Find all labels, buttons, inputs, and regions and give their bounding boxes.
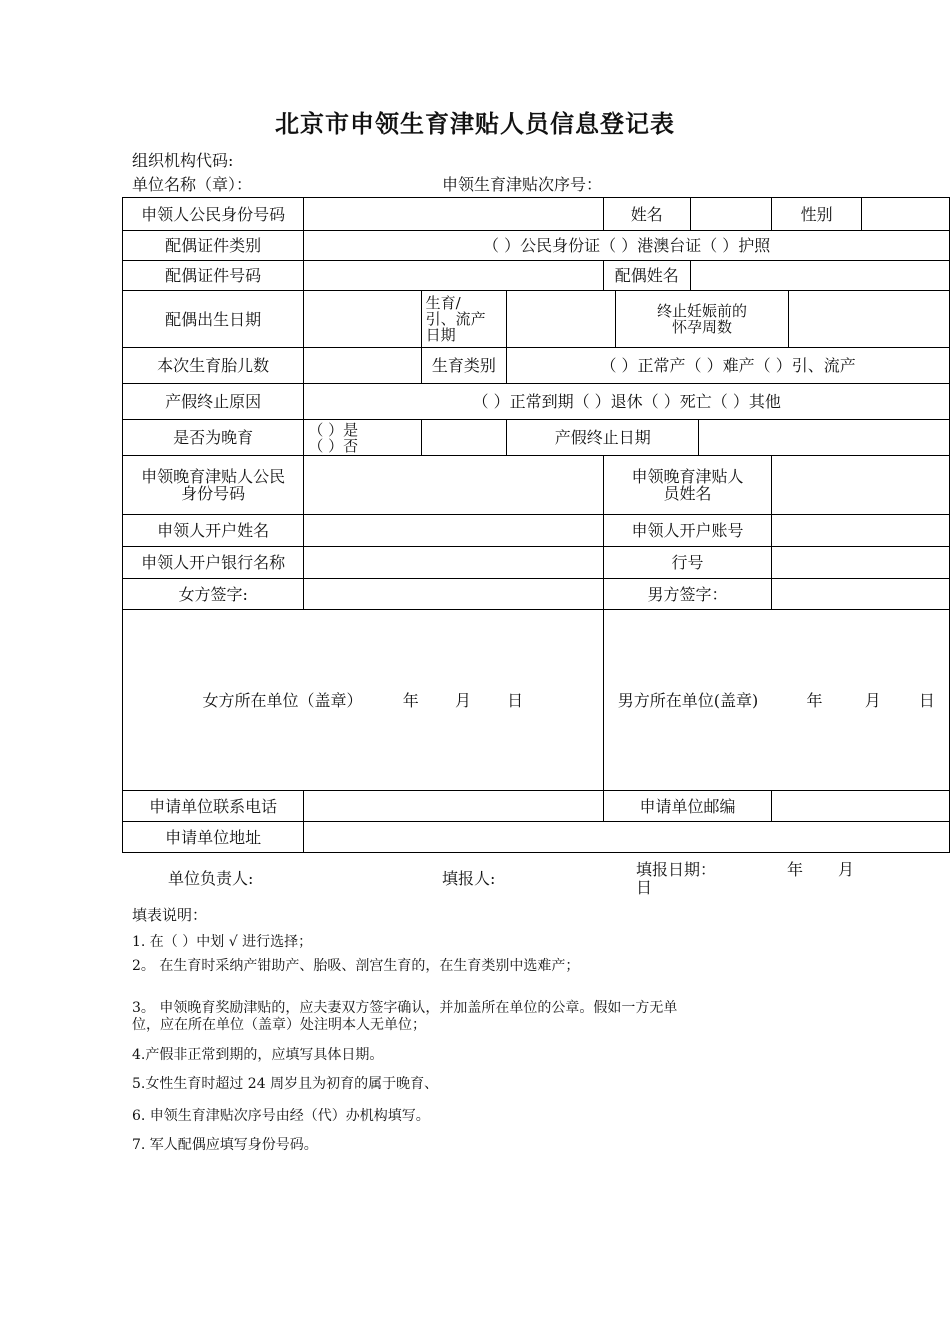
note-item-5: 5.女性生育时超过 24 周岁且为初育的属于晚育、 bbox=[132, 1076, 439, 1092]
female-unit-year: 年 bbox=[402, 690, 419, 710]
late-birth-options[interactable] bbox=[304, 420, 421, 456]
birth-date-label-line3: 日期 bbox=[425, 326, 456, 344]
note-item-6: 6. 申领生育津贴次序号由经（代）办机构填写。 bbox=[132, 1108, 430, 1124]
spouse-doc-type-options[interactable]: （ ）公民身份证（ ）港澳台证（ ）护照 bbox=[304, 231, 950, 261]
leave-end-reason-options[interactable]: （ ）正常到期（ ）退休（ ）死亡（ ）其他 bbox=[304, 384, 950, 420]
gender-label: 性别 bbox=[772, 198, 862, 231]
late-allowance-id-label-line2: 身份号码 bbox=[181, 484, 246, 503]
unit-name-label: 单位名称（章）： bbox=[132, 175, 253, 194]
bank-name-field[interactable] bbox=[304, 547, 603, 579]
male-sign-field[interactable] bbox=[772, 579, 950, 610]
late-allowance-id-field[interactable] bbox=[304, 456, 603, 515]
account-no-field[interactable] bbox=[772, 515, 950, 547]
table-row bbox=[123, 547, 950, 579]
birth-date-field[interactable] bbox=[507, 291, 616, 348]
fill-date-month: 月 bbox=[838, 860, 855, 879]
note-item-1: 1. 在（ ）中划 √ 进行选择； bbox=[132, 934, 313, 950]
birth-date-label-line2: 引、流产 bbox=[425, 310, 486, 328]
gender-field[interactable] bbox=[861, 198, 949, 231]
late-allowance-id-label bbox=[123, 456, 304, 515]
female-unit-label: 女方所在单位（盖章） bbox=[202, 690, 363, 710]
pregnancy-weeks-field[interactable] bbox=[788, 291, 949, 348]
fetus-count-label: 本次生育胎儿数 bbox=[123, 348, 304, 384]
table-row bbox=[123, 420, 950, 456]
fill-date-day: 日 bbox=[636, 878, 653, 897]
table-row bbox=[123, 261, 950, 291]
table-row bbox=[123, 456, 950, 515]
table-row bbox=[123, 231, 950, 261]
spouse-doc-no-field[interactable] bbox=[304, 261, 603, 291]
note-item-2: 2。 在生育时采纳产钳助产、胎吸、剖宫生育的，在生育类别中选难产； bbox=[132, 958, 580, 974]
pregnancy-weeks-label-line1: 终止妊娠前的 bbox=[656, 302, 747, 320]
fill-date-year: 年 bbox=[787, 860, 804, 879]
late-birth-no-option[interactable]: （ ）否 bbox=[308, 436, 359, 455]
spouse-birth-label: 配偶出生日期 bbox=[123, 291, 304, 348]
leave-end-reason-label: 产假终止原因 bbox=[123, 384, 304, 420]
birth-date-label bbox=[421, 291, 507, 348]
table-row bbox=[123, 791, 950, 822]
spouse-name-label: 配偶姓名 bbox=[603, 261, 690, 291]
account-no-label: 申领人开户账号 bbox=[603, 515, 772, 547]
female-sign-field[interactable] bbox=[304, 579, 603, 610]
table-row bbox=[123, 384, 950, 420]
org-code-label: 组织机构代码: bbox=[132, 151, 234, 170]
late-allowance-name-field[interactable] bbox=[772, 456, 950, 515]
note-item-7: 7. 军人配偶应填写身份号码。 bbox=[132, 1137, 318, 1153]
applicant-id-field[interactable] bbox=[304, 198, 603, 231]
female-unit-stamp-area[interactable] bbox=[123, 610, 604, 791]
late-allowance-name-label bbox=[603, 456, 772, 515]
male-unit-month: 月 bbox=[864, 690, 881, 710]
bank-code-label: 行号 bbox=[603, 547, 772, 579]
male-unit-year: 年 bbox=[806, 690, 823, 710]
fetus-count-field[interactable] bbox=[304, 348, 421, 384]
name-field[interactable] bbox=[690, 198, 772, 231]
table-row bbox=[123, 198, 950, 231]
male-unit-stamp-area[interactable] bbox=[603, 610, 949, 791]
postcode-field[interactable] bbox=[772, 791, 950, 822]
male-unit-day: 日 bbox=[918, 690, 935, 710]
spouse-birth-field[interactable] bbox=[304, 291, 421, 348]
address-label: 申请单位地址 bbox=[123, 822, 304, 853]
filler-label: 填报人: bbox=[442, 869, 496, 888]
late-birth-field[interactable] bbox=[421, 420, 507, 456]
note-item-4: 4.产假非正常到期的，应填写具体日期。 bbox=[132, 1047, 384, 1063]
table-row bbox=[123, 610, 950, 791]
birth-type-label: 生育类别 bbox=[421, 348, 507, 384]
form-title: 北京市申领生育津贴人员信息登记表 bbox=[275, 110, 675, 138]
late-birth-label: 是否为晚育 bbox=[123, 420, 304, 456]
applicant-id-label: 申领人公民身份号码 bbox=[123, 198, 304, 231]
pregnancy-weeks-label-line2: 怀孕周数 bbox=[671, 318, 732, 336]
table-row bbox=[123, 579, 950, 610]
name-label: 姓名 bbox=[603, 198, 690, 231]
spouse-doc-type-label: 配偶证件类别 bbox=[123, 231, 304, 261]
phone-label: 申请单位联系电话 bbox=[123, 791, 304, 822]
female-unit-day: 日 bbox=[507, 690, 524, 710]
table-row bbox=[123, 822, 950, 853]
late-allowance-name-label-line2: 员姓名 bbox=[663, 484, 712, 503]
bank-name-label: 申领人开户银行名称 bbox=[123, 547, 304, 579]
registration-table bbox=[122, 197, 950, 853]
account-name-field[interactable] bbox=[304, 515, 603, 547]
pregnancy-weeks-label bbox=[616, 291, 788, 348]
birth-date-label-line1: 生育/ bbox=[425, 294, 461, 312]
serial-number-label: 申领生育津贴次序号： bbox=[442, 175, 603, 194]
leave-end-date-field[interactable] bbox=[699, 420, 950, 456]
notes-title: 填表说明： bbox=[132, 906, 208, 924]
male-sign-label: 男方签字： bbox=[603, 579, 772, 610]
birth-type-options[interactable]: （ ）正常产（ ）难产（ ）引、流产 bbox=[507, 348, 950, 384]
table-row bbox=[123, 348, 950, 384]
account-name-label: 申领人开户姓名 bbox=[123, 515, 304, 547]
address-field[interactable] bbox=[304, 822, 950, 853]
note-item-3: 3。 申领晚育奖励津贴的，应夫妻双方签字确认，并加盖所在单位的公章。假如一方无单位，应在所在单位（盖章）处注明本人无单位； bbox=[132, 1000, 678, 1033]
postcode-label: 申请单位邮编 bbox=[603, 791, 772, 822]
spouse-doc-no-label: 配偶证件号码 bbox=[123, 261, 304, 291]
female-unit-month: 月 bbox=[454, 690, 471, 710]
leave-end-date-label: 产假终止日期 bbox=[507, 420, 699, 456]
male-unit-label: 男方所在单位(盖章) bbox=[617, 690, 759, 710]
unit-head-label: 单位负责人: bbox=[168, 869, 254, 888]
phone-field[interactable] bbox=[304, 791, 603, 822]
bank-code-field[interactable] bbox=[772, 547, 950, 579]
table-row bbox=[123, 291, 950, 348]
table-row bbox=[123, 515, 950, 547]
late-allowance-name-label-line1: 申领晚育津贴人 bbox=[631, 467, 744, 486]
female-sign-label: 女方签字: bbox=[123, 579, 304, 610]
late-birth-yes-option[interactable]: （ ）是 bbox=[308, 420, 359, 439]
fill-date-label: 填报日期： bbox=[636, 860, 717, 879]
spouse-name-field[interactable] bbox=[690, 261, 949, 291]
late-allowance-id-label-line1: 申领晚育津贴人公民 bbox=[141, 467, 286, 486]
